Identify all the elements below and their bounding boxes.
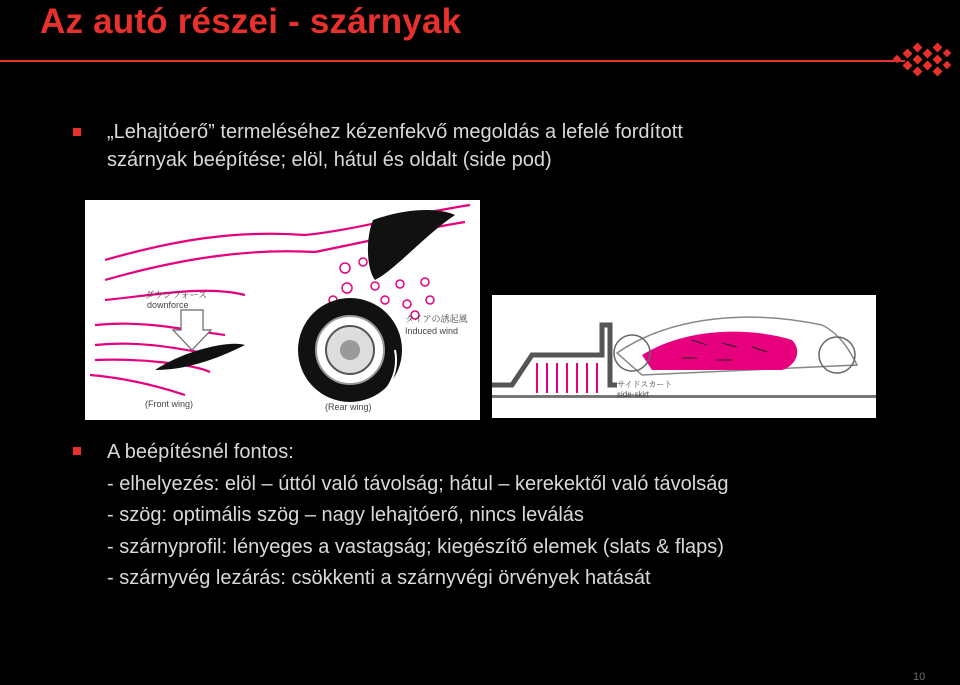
page-number: 10 bbox=[913, 671, 926, 683]
bullet-text-placement bbox=[107, 437, 937, 595]
downforce-label: downforce bbox=[147, 300, 189, 310]
side-pod-figure bbox=[492, 295, 876, 418]
bullet2-line2: - szög: optimális szög – nagy lehajtóerő, nincs leválás bbox=[107, 504, 584, 526]
bullet1-line2: szárnyak beépítése; elöl, hátul és oldalt (side pod) bbox=[107, 149, 552, 171]
bullet-text-wings bbox=[107, 118, 867, 174]
downforce-jp-label: ダウンフォース bbox=[145, 290, 208, 300]
bullet2-line1: - elhelyezés: elöl – úttól való távolság; hátul – kerekektől való távolság bbox=[107, 472, 729, 495]
side-skirt-label: side-skirt bbox=[617, 390, 650, 399]
induced-jp-label: タイアの誘起風 bbox=[405, 314, 468, 324]
bullet2-line3: - szárnyprofil: lényeges a vastagság; kiegészítő elemek (slats & flaps) bbox=[107, 535, 724, 558]
bullet-marker bbox=[73, 128, 81, 136]
front-wing-label: (Front wing) bbox=[145, 399, 194, 409]
bullet-marker bbox=[73, 447, 81, 455]
university-logo-icon bbox=[890, 40, 960, 80]
bullet2-line4: - szárnyvég lezárás: csökkenti a szárnyvégi örvények hatását bbox=[107, 567, 651, 589]
rear-wing-label: (Rear wing) bbox=[325, 402, 372, 412]
wing-airflow-figure bbox=[85, 200, 480, 420]
slide-title: Az autó részei - szárnyak bbox=[40, 2, 462, 41]
bullet2-heading: A beépítésnél fontos: bbox=[107, 441, 294, 463]
title-underline bbox=[0, 60, 905, 62]
side-skirt-jp-label: サイドスカート bbox=[617, 380, 673, 389]
bullet1-line1: „Lehajtóerő” termeléséhez kézenfekvő megoldás a lefelé fordított bbox=[107, 121, 683, 143]
induced-label: Induced wind bbox=[405, 326, 459, 336]
